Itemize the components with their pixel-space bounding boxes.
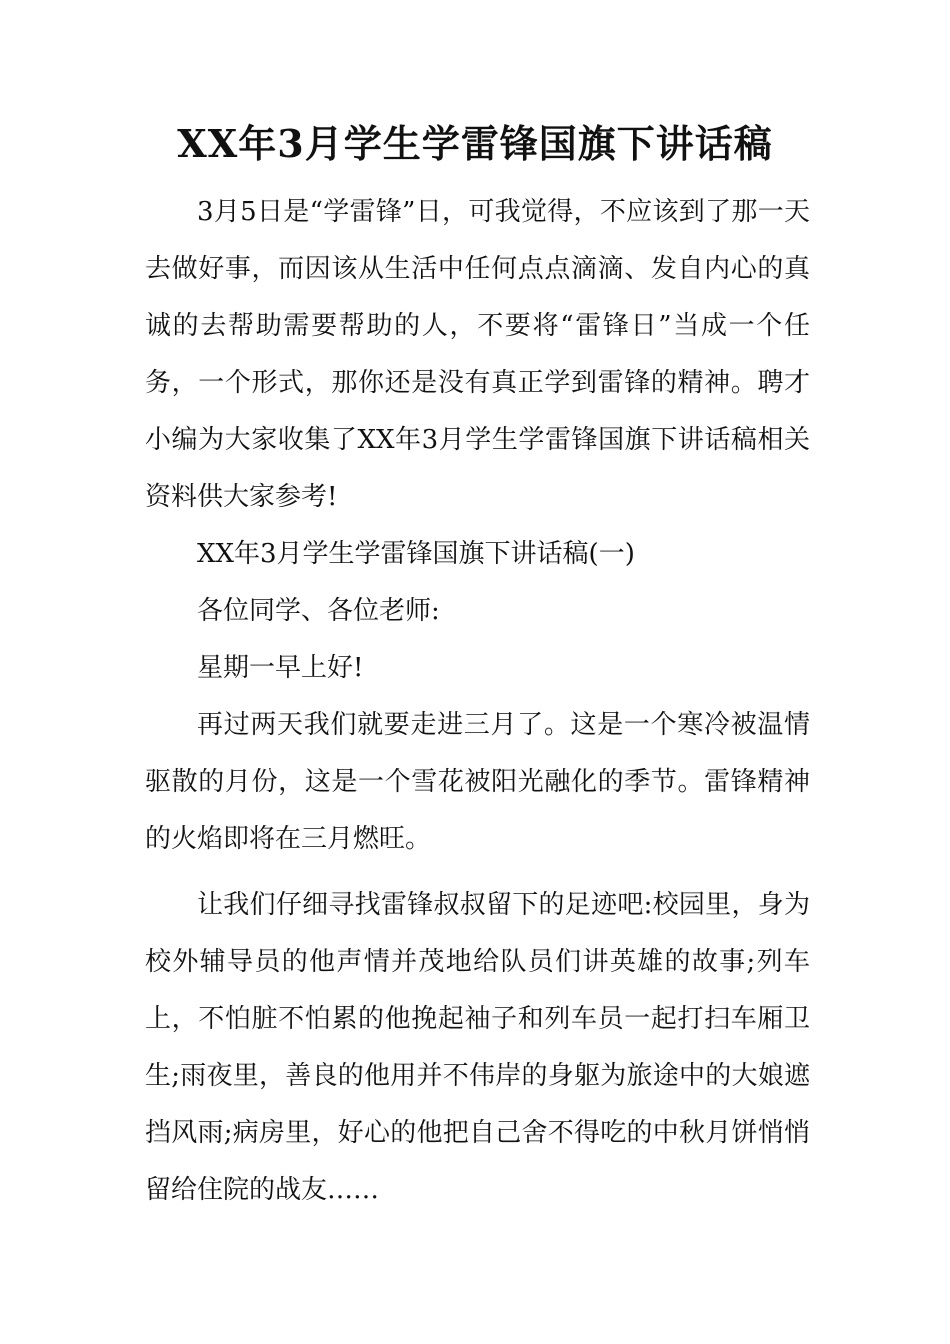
body-paragraph: 再过两天我们就要走进三月了。这是一个寒冷被温情驱散的月份，这是一个雪花被阳光融化的季节。雷锋精神的火焰即将在三月燃旺。 — [145, 710, 810, 854]
section-heading: XX年3月学生学雷锋国旗下讲话稿(一) — [197, 539, 635, 569]
paragraph-gap — [145, 868, 810, 877]
document-body — [145, 184, 810, 1219]
intro-paragraph: 3月5日是“学雷锋”日，可我觉得，不应该到了那一天去做好事，而因该从生活中任何点点滴滴、发自内心的真诚的去帮助需要帮助的人，不要将“雷锋日”当成一个任务，一个形式，那你还是没有真正学到雷锋的精神。聘才小编为大家收集了XX年3月学生学雷锋国旗下讲话稿相关资料供大家参考! — [145, 197, 810, 512]
body-paragraph: 让我们仔细寻找雷锋叔叔留下的足迹吧:校园里，身为校外辅导员的他声情并茂地给队员们讲英雄的故事;列车上，不怕脏不怕累的他挽起袖子和列车员一起打扫车厢卫生;雨夜里，善良的他用并不伟岸的身躯为旅途中的大娘遮挡风雨;病房里，好心的他把自己舍不得吃的中秋月饼悄悄留给住院的战友…… — [145, 890, 810, 1205]
greeting: 星期一早上好! — [197, 653, 364, 683]
salutation: 各位同学、各位老师: — [197, 596, 440, 626]
document-title: XX年3月学生学雷锋国旗下讲话稿 — [177, 121, 773, 166]
